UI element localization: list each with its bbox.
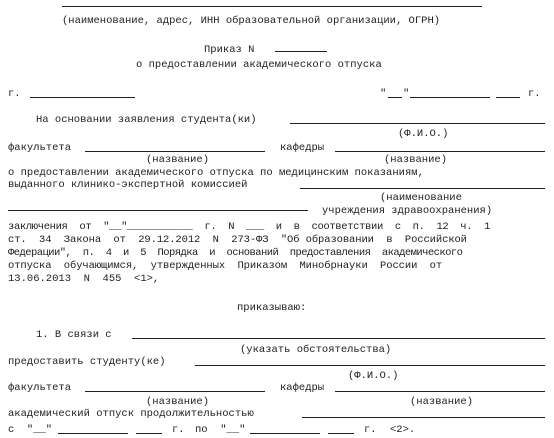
basis-department-line [335,151,545,152]
law-line-3: отпуска обучающимся, утвержденных Приказом Минобрнауки России от [8,260,443,272]
order-label: Приказ N [204,44,255,56]
duration-line [302,417,545,418]
city-prefix: г. [8,88,21,100]
basis-name-caption-left: (название) [146,154,210,166]
basis-name-caption-right: (название) [384,154,448,166]
order-fio-caption: (Ф.И.О.) [348,370,399,382]
order-name-caption-left: (название) [146,396,210,408]
order-subject: о предоставлении академического отпуска [136,59,382,71]
year-g2: г. [364,424,377,436]
institution-caption-1: (наименование [380,192,462,204]
year-g1: г. [172,424,185,436]
order-faculty-line [85,391,265,392]
item1-prefix: 1. В связи с [36,329,112,341]
basis-faculty-label: факультета [8,142,72,154]
org-caption: (наименование, адрес, ИНН образовательной организации, ОГРН) [62,15,441,27]
conclusion-line: заключения от "__"___________ г. N ___ и в соответствии с п. 12 ч. 1 [8,221,491,233]
year-suffix: г. [528,88,541,100]
commission-line [300,188,545,189]
law-line-2: Федерации", п. 4 и 5 Порядка и оснований предоставления академического [8,247,463,259]
basis-fio-caption: (Ф.И.О.) [398,128,449,140]
period-from: с "__" [8,424,53,436]
org-line [62,6,482,7]
law-line-4: 13.06.2013 N 455 <1>, [8,273,160,285]
law-line-1: ст. 34 Закона от 29.12.2012 N 273-ФЗ "Об образовании в Российской [8,234,467,246]
to-month-line [250,433,320,434]
grant-label: предоставить студенту(ке) [8,356,166,368]
circumstance-line [132,338,545,339]
city-line [30,97,135,98]
institution-line [8,210,308,211]
circumstance-caption: (указать обстоятельства) [240,344,392,356]
to-year-line [328,433,354,434]
medical-line-1: о предоставлении академического отпуска по медицинским показаниям, [8,167,424,179]
grant-student-line [195,365,545,366]
order-department-line [335,391,545,392]
period-to: по "__" [195,424,246,436]
order-number-line [275,51,327,52]
order-faculty-label: факультета [8,382,72,394]
student-name-line [290,123,545,124]
duration-label: академический отпуск продолжительностью [8,408,254,420]
year-line [496,97,520,98]
date-close-quote: " [403,88,410,100]
basis-text: На основании заявления студента(ки) [36,114,257,126]
order-department-label: кафедры [280,382,325,394]
basis-department-label: кафедры [280,142,325,154]
basis-faculty-line [85,151,265,152]
date-open-quote: " [380,88,387,100]
footnote-ref: <2>. [390,424,416,436]
order-name-caption-right: (название) [410,396,474,408]
order-command: приказываю: [237,302,307,314]
institution-caption-2: учреждения здравоохранения) [322,205,493,217]
from-month-line [58,433,128,434]
medical-line-2: выданного клинико-экспертной комиссией [8,179,248,191]
month-line [410,97,490,98]
from-year-line [136,433,162,434]
day-line [388,97,402,98]
